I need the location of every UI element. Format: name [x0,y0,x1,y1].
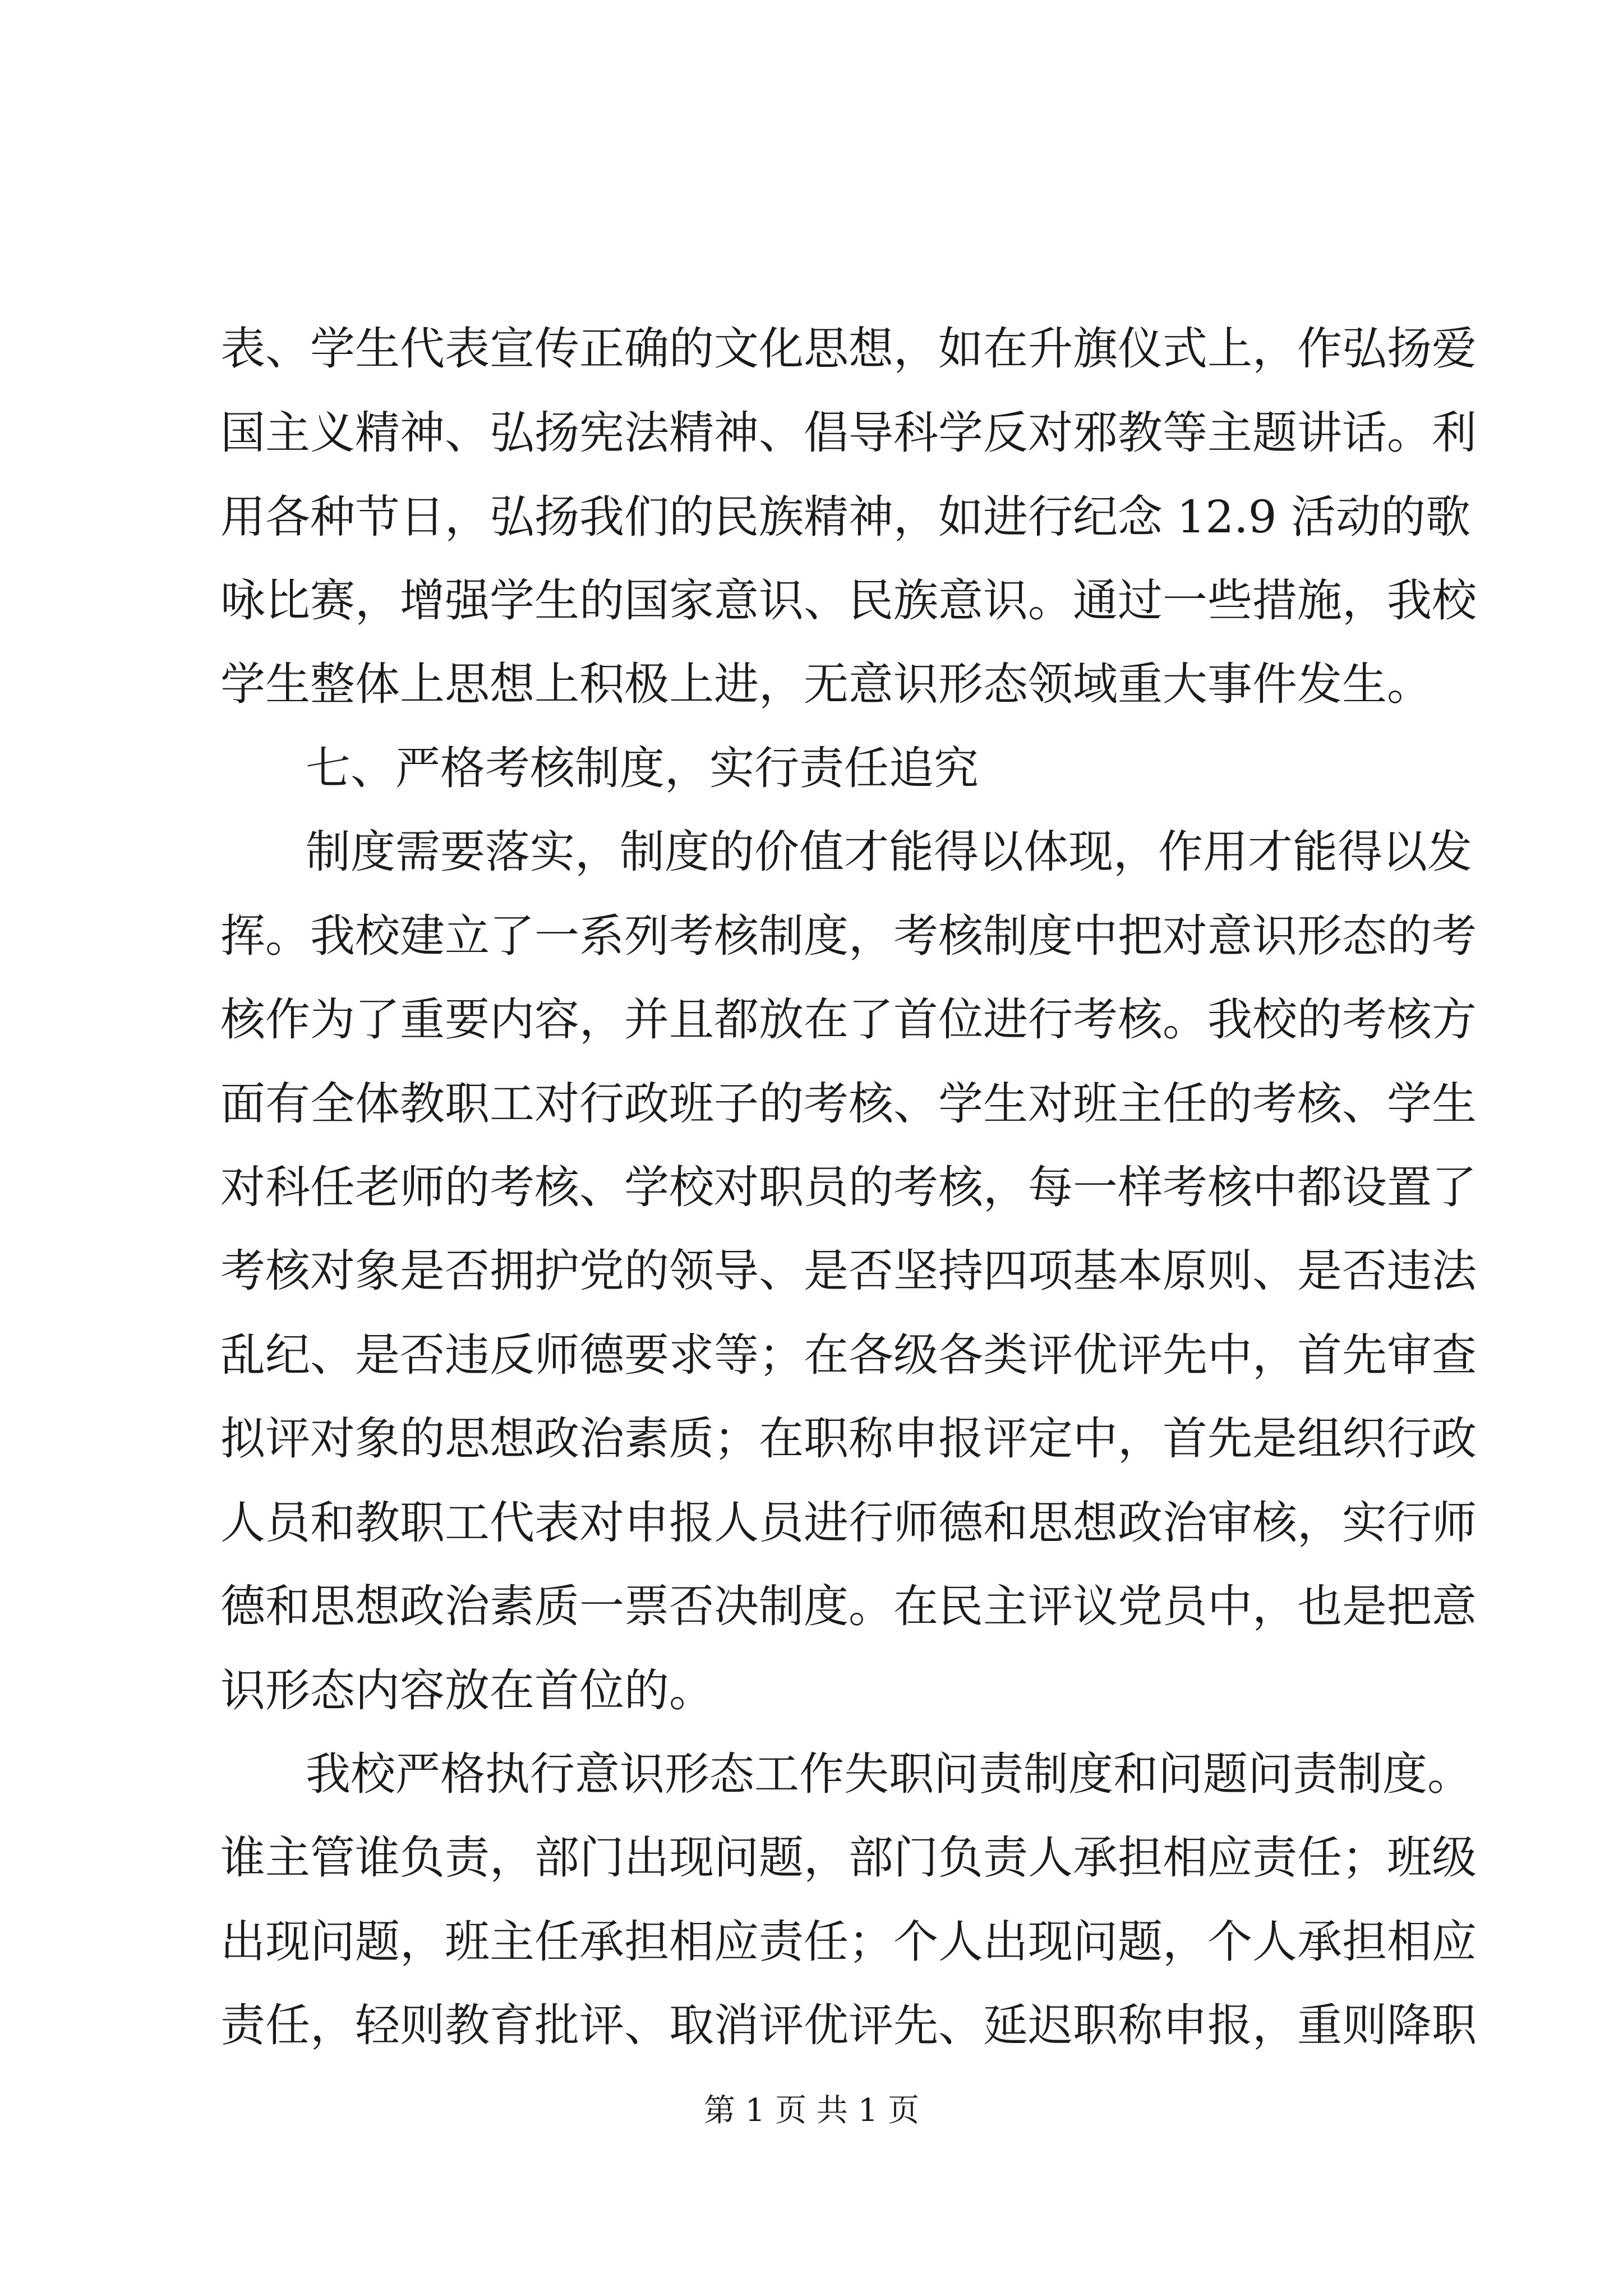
body-line: 表、学生代表宣传正确的文化思想，如在升旗仪式上，作弘扬爱 [220,323,1477,375]
body-line: 出现问题，班主任承担相应责任；个人出现问题，个人承担相应 [220,1916,1477,1968]
body-line: 乱纪、是否违反师德要求等；在各级各类评优评先中，首先审查 [220,1329,1477,1381]
body-line: 人员和教职工代表对申报人员进行师德和思想政治审核，实行师 [220,1497,1477,1549]
body-line: 国主义精神、弘扬宪法精神、倡导科学反对邪教等主题讲话。利 [220,407,1477,459]
body-line: 咏比赛，增强学生的国家意识、民族意识。通过一些措施，我校 [220,574,1477,627]
body-line: 拟评对象的思想政治素质；在职称申报评定中，首先是组织行政 [220,1412,1477,1465]
page-number-footer: 第 1 页 共 1 页 [703,2092,920,2129]
section-heading: 七、严格考核制度，实行责任追究 [306,742,979,794]
body-line: 考核对象是否拥护党的领导、是否坚持四项基本原则、是否违法 [220,1245,1477,1297]
body-line: 挥。我校建立了一系列考核制度，考核制度中把对意识形态的考 [220,910,1477,962]
body-line: 学生整体上思想上积极上进，无意识形态领域重大事件发生。 [220,658,1432,710]
body-line: 责任，轻则教育批评、取消评优评先、延迟职称申报，重则降职 [220,1999,1477,2051]
body-line: 我校严格执行意识形态工作失职问责制度和问题问责制度。 [306,1748,1472,1800]
body-line: 面有全体教职工对行政班子的考核、学生对班主任的考核、学生 [220,1078,1477,1130]
body-line: 用各种节日，弘扬我们的民族精神，如进行纪念 12.9 活动的歌 [220,491,1470,543]
body-line: 对科任老师的考核、学校对职员的考核，每一样考核中都设置了 [220,1161,1477,1213]
body-line: 核作为了重要内容，并且都放在了首位进行考核。我校的考核方 [220,993,1477,1046]
body-line: 识形态内容放在首位的。 [220,1664,714,1717]
body-line: 制度需要落实，制度的价值才能得以体现，作用才能得以发 [306,826,1472,878]
body-line: 德和思想政治素质一票否决制度。在民主评议党员中，也是把意 [220,1580,1477,1632]
body-line: 谁主管谁负责，部门出现问题，部门负责人承担相应责任；班级 [220,1832,1477,1884]
